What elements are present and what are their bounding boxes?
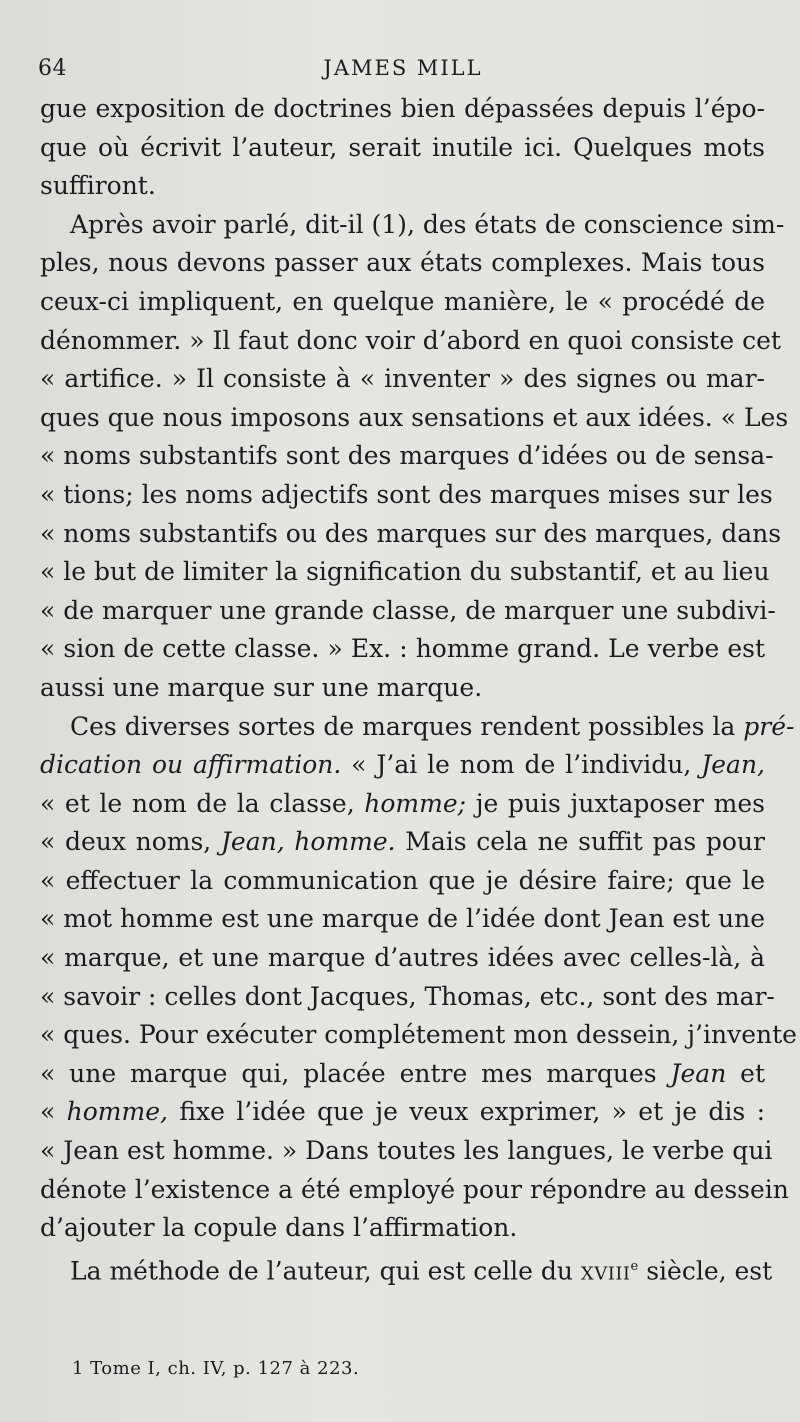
italic-span: Jean, <box>701 750 765 780</box>
text-span: « J’ai le nom de l’individu, <box>341 750 702 780</box>
text-span: fixe l’idée que je veux exprimer, » et je dis : <box>167 1097 765 1127</box>
italic-span: dication ou affirmation. <box>40 750 342 780</box>
text-line <box>40 1248 773 1287</box>
text-line: ques que nous imposons aux sensations et aux idées. « Les <box>40 402 789 432</box>
running-head: JAMES MILL <box>323 56 483 80</box>
text-line <box>40 1055 765 1094</box>
text-line: gue exposition de doctrines bien dépassées depuis l’épo- <box>40 94 765 123</box>
text-line: d’ajouter la copule dans l’affirmation. <box>40 1213 518 1243</box>
text-line: ceux-ci impliquent, en quelque manière, le « procédé de <box>40 286 765 316</box>
italic-span: homme, <box>66 1097 168 1127</box>
text-span: Mais cela ne suffit pas pour <box>395 827 765 857</box>
text-line <box>40 785 765 824</box>
text-line <box>40 708 795 747</box>
text-span: « et le nom de la classe, <box>40 788 365 818</box>
superscript: e <box>630 1258 639 1274</box>
text-span: La méthode de l’auteur, qui est celle du <box>70 1256 581 1286</box>
page-header <box>38 52 768 86</box>
page-number: 64 <box>38 56 67 81</box>
text-line <box>40 823 765 862</box>
text-span: « <box>40 1097 67 1127</box>
text-line <box>40 746 765 785</box>
text-line: dénote l’existence a été employé pour répondre au dessein <box>40 1174 789 1204</box>
text-line: aussi une marque sur une marque. <box>40 672 483 702</box>
text-line: « sion de cette classe. » Ex. : homme grand. Le verbe est <box>40 634 765 664</box>
text-line: « noms substantifs sont des marques d’idées ou de sensa- <box>40 441 774 471</box>
text-line: « Jean est homme. » Dans toutes les langues, le verbe qui <box>40 1136 773 1166</box>
text-span: siècle, est <box>638 1256 773 1286</box>
body-text <box>40 90 797 1286</box>
text-line: « ques. Pour exécuter complétement mon dessein, j’invente <box>40 1020 797 1050</box>
italic-span: Jean, homme. <box>220 827 396 857</box>
text-line: « marque, et une marque d’autres idées avec celles-là, à <box>40 943 765 973</box>
text-span: « deux noms, <box>40 827 221 857</box>
text-span: je puis juxtaposer mes <box>466 788 765 818</box>
text-line: « de marquer une grande classe, de marquer une subdivi- <box>40 595 776 625</box>
footnote: 1 Tome I, ch. IV, p. 127 à 223. <box>72 1358 360 1379</box>
text-line: Après avoir parlé, dit-il (1), des états de conscience sim- <box>70 209 785 239</box>
text-line: suffiront. <box>40 171 156 201</box>
text-line: « le but de limiter la signification du substantif, et au lieu <box>40 557 770 587</box>
text-line: « savoir : celles dont Jacques, Thomas, etc., sont des mar- <box>40 981 775 1011</box>
text-line: « artifice. » Il consiste à « inventer » des signes ou mar- <box>40 364 765 394</box>
italic-span: homme; <box>364 788 467 818</box>
text-line: que où écrivit l’auteur, serait inutile ici. Quelques mots <box>40 132 765 162</box>
text-span: et <box>726 1058 765 1088</box>
text-span: Ces diverses sortes de marques rendent possibles la <box>70 711 744 741</box>
text-line <box>40 1093 765 1132</box>
text-line: « noms substantifs ou des marques sur des marques, dans <box>40 518 782 548</box>
text-line: dénommer. » Il faut donc voir d’abord en quoi consiste cet <box>40 325 781 355</box>
text-line: ples, nous devons passer aux états complexes. Mais tous <box>40 248 765 278</box>
italic-span: Jean <box>670 1058 727 1088</box>
text-span: « une marque qui, placée entre mes marques <box>40 1058 671 1088</box>
small-caps-span: XVIII <box>580 1263 631 1285</box>
text-line: « effectuer la communication que je désire faire; que le <box>40 865 765 895</box>
text-line: « mot homme est une marque de l’idée dont Jean est une <box>40 904 766 934</box>
italic-span: pré- <box>743 711 795 741</box>
text-line: « tions; les noms adjectifs sont des marques mises sur les <box>40 479 773 509</box>
